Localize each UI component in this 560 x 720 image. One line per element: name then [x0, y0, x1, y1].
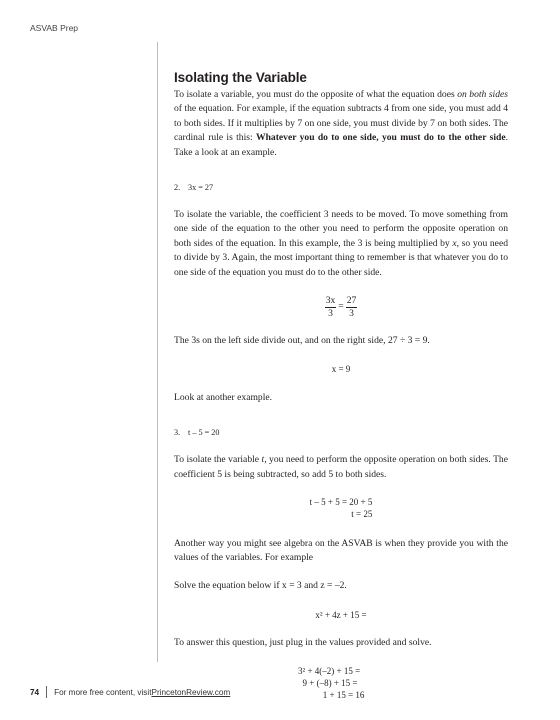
example-3-steps: t – 5 + 5 = 20 + 5 t = 25: [309, 497, 373, 520]
substitution-instruction: To answer this question, just plug in the values provided and solve.: [174, 637, 432, 649]
substitution-calculation: 3² + 4(–2) + 15 = 9 + (–8) + 15 = 1 + 15 = 16: [298, 665, 365, 700]
substitution-prompt: Solve the equation below if x = 3 and z = –2.: [174, 580, 347, 592]
page-footer: [30, 686, 230, 698]
running-head: ASVAB Prep: [30, 23, 79, 33]
margin-rule: [157, 42, 158, 662]
example-3-label: 3. t – 5 = 20: [174, 428, 220, 438]
footer-text: For more free content, visit: [54, 687, 152, 697]
fraction-equation: $\frac{3x}{3}$ = $\frac{27}{3}$: [325, 295, 357, 320]
example-2-explanation: To isolate the variable, the coefficient 3 needs to be moved. To move something from one side of the equation to the other you need to perform the opposite operation on both sides of the equation. In this example, the 3 is being multiplied by x, so you need to divide by 3. Again, the most important thing to remember is that whatever you do to one side of the equation you must do to the other side.: [174, 209, 508, 278]
substitution-expression: x² + 4z + 15 =: [315, 609, 367, 620]
transition-text: Look at another example.: [174, 391, 273, 403]
main-content: [174, 70, 508, 703]
example-2-label: 2. 3x = 27: [174, 183, 214, 193]
substitution-paragraph: Another way you might see algebra on the ASVAB is when they provide you with the values of the variables. For example: [174, 537, 508, 563]
example-2-result: The 3s on the left side divide out, and on the right side, 27 ÷ 3 = 9.: [174, 335, 430, 347]
example-2-solution: x = 9: [331, 364, 351, 375]
example-3-explanation: To isolate the variable t, you need to perform the opposite operation on both sides. The coefficient 5 is being subtracted, so add 5 to both sides.: [174, 454, 508, 480]
section-title: Isolating the Variable: [174, 70, 307, 85]
footer-link[interactable]: PrincetonReview.com: [151, 687, 231, 697]
page-number: 74: [30, 687, 40, 697]
footer-divider: [46, 686, 47, 698]
intro-paragraph: To isolate a variable, you must do the opposite of what the equation does on both sides of the equation. For example, if the equation subtracts 4 from one side, you must add 4 to both sides. If it multiplies by 7 on one side, you must divide by 7 on both sides. The cardinal rule is this: Whatever you do to one side, you must do to the other side. Take a look at an example.: [174, 89, 509, 158]
